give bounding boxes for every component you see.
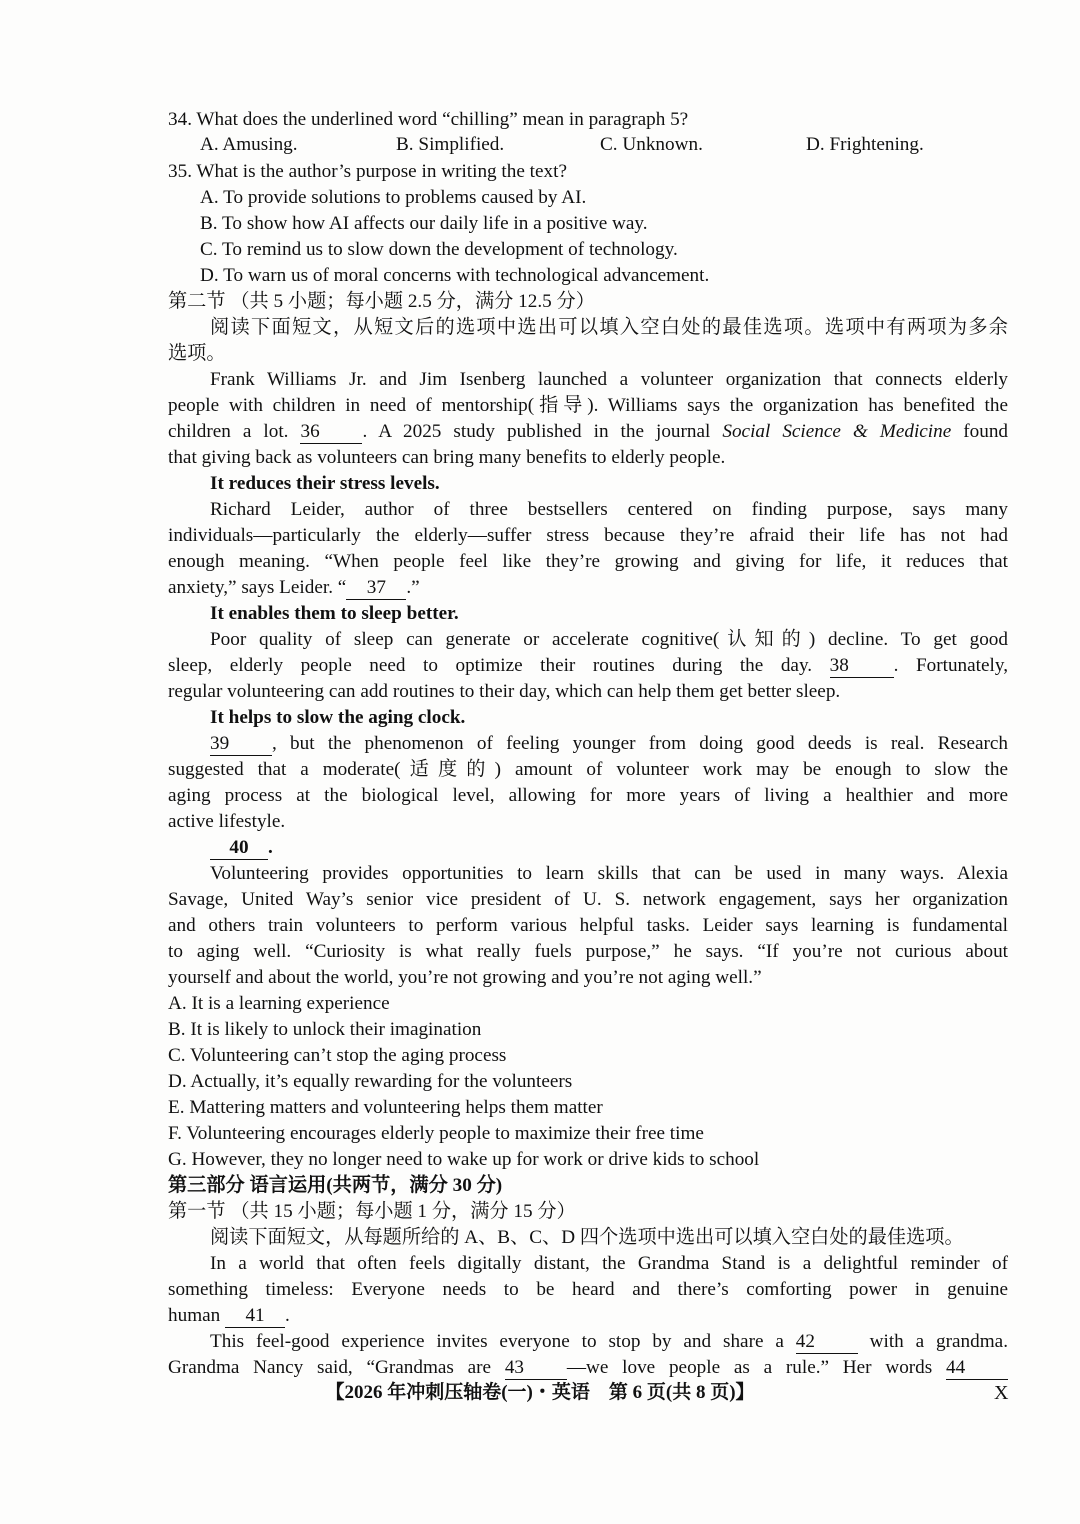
section2-instruction-line1: 阅读下面短文，从短文后的选项中选出可以填入空白处的最佳选项。选项中有两项为多余 [210,317,1008,338]
choice-g: G. However, they no longer need to wake up for work or drive kids to school [168,1149,760,1170]
passage-p2-line4-a: anxiety,” says Leider. “ [168,577,347,598]
part3-p1-line1: In a world that often feels digitally distant, the Grandma Stand is a delightful reminder of [210,1253,1008,1274]
heading-aging: It helps to slow the aging clock. [210,707,466,728]
passage-p2-line4-b: .” [406,577,420,598]
passage-p1-line2: people with children in need of mentorship(指导). Williams says the organization has benefited the [168,395,1008,416]
part3-p1-line3-b: . [285,1305,290,1326]
passage-p3-line2-b: . Fortunately, [893,655,1008,676]
blank-44[interactable]: 44 [946,1357,1008,1380]
passage-p3-line3: regular volunteering can add routines to their day, which can help them get better sleep. [168,681,841,702]
page-footer [0,1379,1080,1407]
passage-p4-line2: suggested that a moderate(适度的) amount of volunteer work may be enough to slow the [168,759,1008,780]
choice-a: A. It is a learning experience [168,993,390,1014]
part3-p2-line2-b: —we love people as a rule.” Her words [566,1357,933,1378]
passage-p1-line3-c: found [963,421,1009,442]
q34-stem: 34. What does the underlined word “chilling” mean in paragraph 5? [168,109,689,130]
part3-instruction: 阅读下面短文，从每题所给的 A、B、C、D 四个选项中选出可以填入空白处的最佳选项。 [210,1227,964,1248]
part3-section1-header: 第一节 （共 15 小题；每小题 1 分，满分 15 分） [168,1201,576,1222]
part3-p2-line2-a: Grandma Nancy said, “Grandmas are [168,1357,492,1378]
choice-f: F. Volunteering encourages elderly people to maximize their free time [168,1123,704,1144]
passage-p4-line1 [210,731,1008,757]
journal-title: Social Science & Medicine [722,421,952,442]
part3-header: 第三部分 语言运用(共两节，满分 30 分) [168,1175,503,1196]
q35-option-a: A. To provide solutions to problems caused by AI. [200,187,587,208]
passage-p5-line3: and others train volunteers to perform various helpful tasks. Leider says learning is fundamental [168,915,1008,936]
blank-43[interactable]: 43 [505,1357,567,1380]
q34-options [200,132,1000,158]
choice-c: C. Volunteering can’t stop the aging process [168,1045,507,1066]
q35-option-b: B. To show how AI affects our daily life in a positive way. [200,213,648,234]
passage-p4-line3: aging process at the biological level, allowing for more years of living a healthier and more [168,785,1008,806]
part3-p2-line1-a: This feel-good experience invites everyone to stop by and share a [210,1331,784,1352]
q34-option-a: A. Amusing. [200,134,298,155]
heading-sleep: It enables them to sleep better. [210,603,459,624]
passage-p2-line3: enough meaning. “When people feel like they’re growing and giving for life, it reduces that [168,551,1008,572]
blank-38[interactable]: 38 [830,655,894,678]
q34-option-d: D. Frightening. [806,134,924,155]
blank-39[interactable]: 39 [210,733,272,756]
passage-p5-line2: Savage, United Way’s senior vice president of U. S. network engagement, says her organization [168,889,1008,910]
q34-option-c: C. Unknown. [600,134,703,155]
passage-p4-line1-text: , but the phenomenon of feeling younger from doing good deeds is real. Research [272,733,1008,754]
passage-p1-line4: that giving back as volunteers can bring many benefits to elderly people. [168,447,726,468]
passage-p5-line5: yourself and about the world, you’re not growing and you’re not aging well.” [168,967,762,988]
footer-label: 【2026 年冲刺压轴卷(一)・英语 第 6 页(共 8 页)】 [325,1382,755,1403]
passage-p1-line1: Frank Williams Jr. and Jim Isenberg launched a volunteer organization that connects elderly [210,369,1008,390]
q35-stem: 35. What is the author’s purpose in writing the text? [168,161,567,182]
passage-p3-line1: Poor quality of sleep can generate or accelerate cognitive(认知的) decline. To get good [210,629,1008,650]
blank-41[interactable]: 41 [225,1305,285,1328]
q35-option-c: C. To remind us to slow down the development of technology. [200,239,678,260]
blank-37[interactable]: 37 [346,577,406,600]
passage-p2-line1: Richard Leider, author of three bestsellers centered on finding purpose, says many [210,499,1008,520]
part3-p2-line1 [210,1329,1008,1355]
part3-p2-line2 [168,1355,1008,1381]
blank-40[interactable]: 40 [210,837,268,860]
q35-option-d: D. To warn us of moral concerns with technological advancement. [200,265,710,286]
part3-p1-line3-a: human [168,1305,221,1326]
part3-p2-line1-b: with a grandma. [869,1331,1008,1352]
part3-p1-line2: something timeless: Everyone needs to be heard and there’s comforting power in genuine [168,1279,1008,1300]
part3-p1-line3 [168,1303,1008,1329]
blank-36[interactable]: 36 [300,421,362,444]
choice-b: B. It is likely to unlock their imagination [168,1019,482,1040]
section2-header: 第二节 （共 5 小题；每小题 2.5 分，满分 12.5 分） [168,291,595,312]
blank-42[interactable]: 42 [796,1331,858,1354]
q34-option-b: B. Simplified. [396,134,505,155]
blank-40-line: 40 . [210,835,1008,861]
choice-d: D. Actually, it’s equally rewarding for the volunteers [168,1071,573,1092]
passage-p4-line4: active lifestyle. [168,811,286,832]
passage-p3-line2 [168,653,1008,679]
passage-p5-line4: to aging well. “Curiosity is what really fuels purpose,” he says. “If you’re not curious about [168,941,1008,962]
passage-p5-line1: Volunteering provides opportunities to learn skills that can be used in many ways. Alexia [210,863,1008,884]
passage-p3-line2-a: sleep, elderly people need to optimize their routines during the day. [168,655,813,676]
passage-p2-line2: individuals—particularly the elderly—suffer stress because they’re afraid their life has not had [168,525,1008,546]
passage-p1-line3 [168,419,1008,445]
heading-stress: It reduces their stress levels. [210,473,440,494]
passage-p2-line4 [168,575,1008,601]
footer-mark: X [994,1382,1009,1404]
passage-p1-line3-a: children a lot. [168,421,289,442]
choice-e: E. Mattering matters and volunteering helps them matter [168,1097,603,1118]
passage-p1-line3-b: . A 2025 study published in the journal [362,421,711,442]
section2-instruction-line2: 选项。 [168,343,226,364]
